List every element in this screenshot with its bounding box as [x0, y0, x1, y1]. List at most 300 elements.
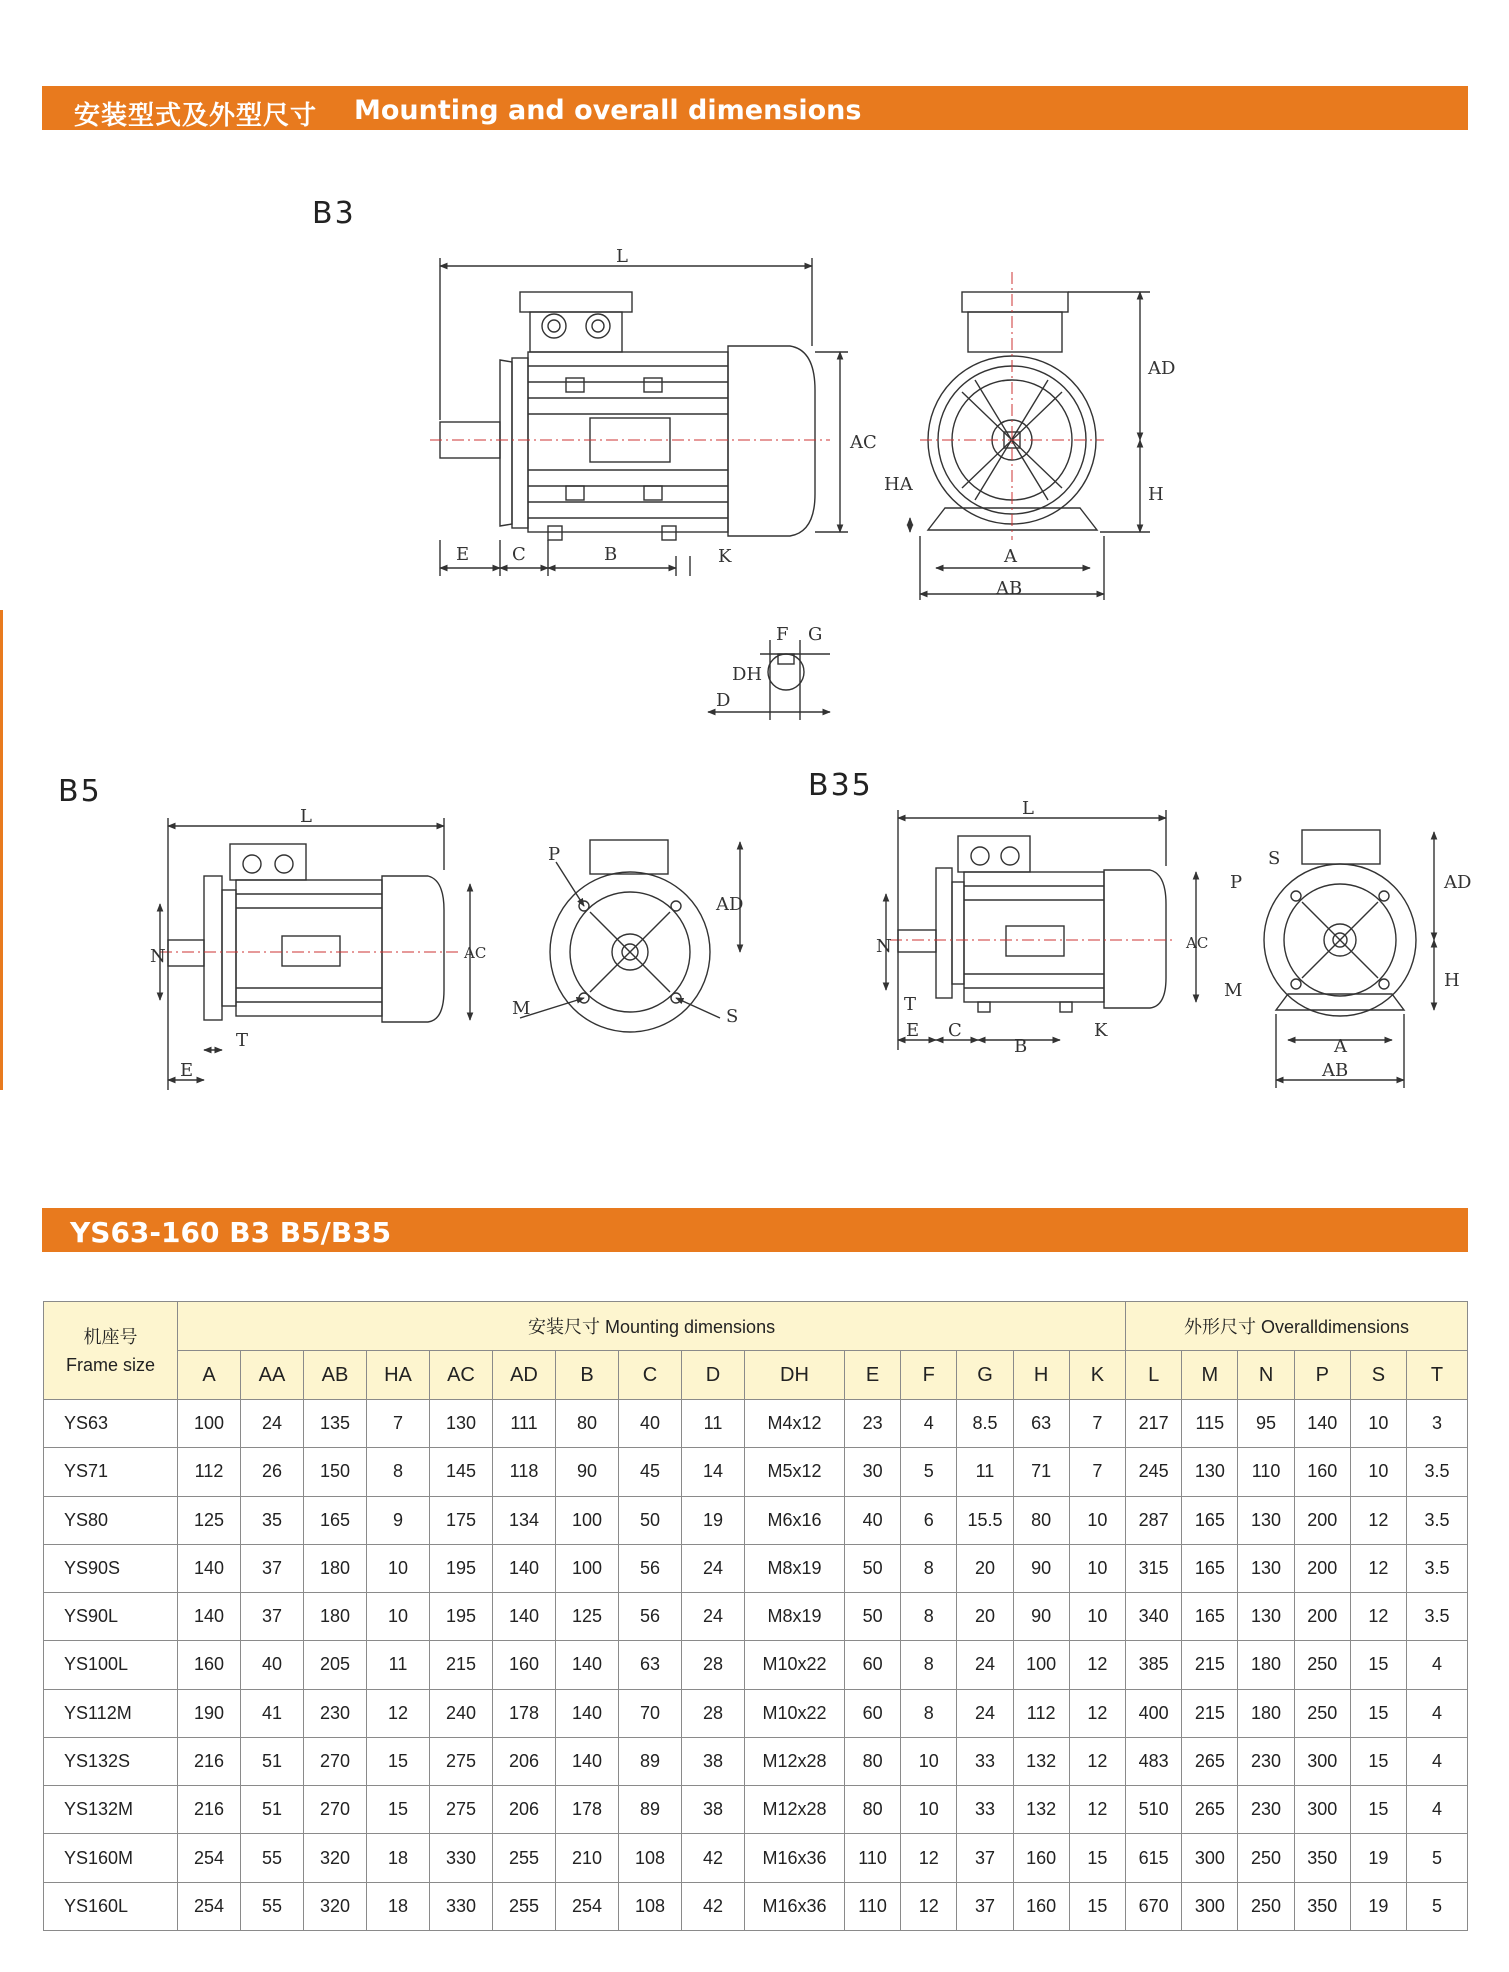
table-cell: 89	[619, 1737, 682, 1785]
table-cell: 135	[304, 1400, 367, 1448]
b5-dim-AC: AC	[464, 944, 487, 962]
table-cell: 510	[1126, 1786, 1182, 1834]
table-cell: 12	[1350, 1496, 1406, 1544]
table-cell: 10	[901, 1737, 957, 1785]
table-cell: 125	[556, 1593, 619, 1641]
dimension-labels	[150, 246, 1471, 1081]
table-cell: 33	[957, 1737, 1013, 1785]
column-header: N	[1238, 1351, 1294, 1400]
table-cell: 300	[1294, 1737, 1350, 1785]
b35-dim-S: S	[1268, 848, 1281, 869]
mounting-dimensions-header: 安装尺寸 Mounting dimensions	[178, 1302, 1126, 1351]
frame-size-cell: YS71	[44, 1448, 178, 1496]
table-cell: 216	[178, 1786, 241, 1834]
table-cell: 15	[1350, 1786, 1406, 1834]
table-cell: 165	[1182, 1593, 1238, 1641]
table-cell: 20	[957, 1544, 1013, 1592]
column-header: K	[1069, 1351, 1125, 1400]
table-cell: 7	[1069, 1400, 1125, 1448]
b35-front-view	[1264, 830, 1434, 1088]
table-row	[44, 1593, 1468, 1641]
table-cell: 140	[556, 1737, 619, 1785]
table-cell: 42	[682, 1834, 745, 1882]
shaft-dim-G: G	[808, 624, 823, 645]
b3-dim-HA: HA	[884, 474, 913, 495]
table-cell: 125	[178, 1496, 241, 1544]
column-header: T	[1407, 1351, 1468, 1400]
table-cell: 300	[1294, 1786, 1350, 1834]
table-cell: 12	[1069, 1786, 1125, 1834]
table-cell: 18	[367, 1834, 430, 1882]
b5-side-view	[160, 818, 470, 1090]
view-label-b3: B3	[312, 196, 356, 231]
table-cell: 55	[241, 1882, 304, 1930]
frame-size-cell: YS90S	[44, 1544, 178, 1592]
table-cell: 140	[556, 1689, 619, 1737]
table-cell: 7	[1069, 1448, 1125, 1496]
table-cell: 110	[1238, 1448, 1294, 1496]
table-cell: 37	[241, 1544, 304, 1592]
b35-dim-P: P	[1230, 872, 1243, 893]
table-cell: 50	[619, 1496, 682, 1544]
table-cell: 45	[619, 1448, 682, 1496]
table-cell: M8x19	[745, 1544, 845, 1592]
table-cell: 140	[178, 1544, 241, 1592]
table-cell: 4	[1407, 1641, 1468, 1689]
table-cell: 100	[1013, 1641, 1069, 1689]
table-cell: 15	[1350, 1641, 1406, 1689]
column-header-row	[44, 1351, 1468, 1400]
table-cell: 140	[556, 1641, 619, 1689]
table-cell: 12	[1069, 1641, 1125, 1689]
table-cell: 340	[1126, 1593, 1182, 1641]
table-cell: 11	[682, 1400, 745, 1448]
table-cell: 265	[1182, 1786, 1238, 1834]
table-banner-title: YS63-160 B3 B5/B35	[70, 1216, 392, 1249]
column-header: AA	[241, 1351, 304, 1400]
table-cell: 60	[845, 1689, 901, 1737]
table-cell: 4	[901, 1400, 957, 1448]
table-cell: 215	[1182, 1641, 1238, 1689]
table-cell: 37	[957, 1834, 1013, 1882]
table-row	[44, 1496, 1468, 1544]
table-cell: 10	[1350, 1448, 1406, 1496]
column-header: G	[957, 1351, 1013, 1400]
table-cell: 140	[178, 1593, 241, 1641]
table-cell: 12	[1350, 1544, 1406, 1592]
b35-dim-E: E	[906, 1020, 920, 1041]
table-cell: 215	[430, 1641, 493, 1689]
table-cell: 20	[957, 1593, 1013, 1641]
table-cell: 215	[1182, 1689, 1238, 1737]
b3-dim-L: L	[616, 246, 628, 267]
column-header: H	[1013, 1351, 1069, 1400]
column-header: P	[1294, 1351, 1350, 1400]
table-cell: 670	[1126, 1882, 1182, 1930]
table-cell: 140	[493, 1544, 556, 1592]
table-cell: 110	[845, 1834, 901, 1882]
table-cell: 200	[1294, 1544, 1350, 1592]
table-cell: 160	[1013, 1882, 1069, 1930]
b3-front-view	[910, 272, 1150, 600]
table-cell: 40	[241, 1641, 304, 1689]
table-cell: 42	[682, 1882, 745, 1930]
frame-size-cell: YS132M	[44, 1786, 178, 1834]
b35-dim-T: T	[904, 994, 917, 1015]
table-cell: 40	[619, 1400, 682, 1448]
table-cell: 140	[493, 1593, 556, 1641]
table-cell: 250	[1294, 1641, 1350, 1689]
table-cell: 12	[901, 1882, 957, 1930]
table-cell: 200	[1294, 1593, 1350, 1641]
table-cell: 210	[556, 1834, 619, 1882]
table-cell: 50	[845, 1544, 901, 1592]
b35-dim-L: L	[1022, 798, 1034, 819]
table-cell: 254	[178, 1834, 241, 1882]
b5-dim-AD: AD	[716, 894, 744, 915]
table-cell: 400	[1126, 1689, 1182, 1737]
table-cell: 90	[556, 1448, 619, 1496]
table-cell: 195	[430, 1544, 493, 1592]
table-cell: 24	[682, 1544, 745, 1592]
table-cell: 38	[682, 1786, 745, 1834]
table-cell: 130	[1238, 1544, 1294, 1592]
column-header: AB	[304, 1351, 367, 1400]
table-cell: 19	[682, 1496, 745, 1544]
table-cell: 24	[241, 1400, 304, 1448]
table-cell: 100	[556, 1496, 619, 1544]
table-cell: 275	[430, 1737, 493, 1785]
table-cell: 254	[178, 1882, 241, 1930]
table-cell: 24	[957, 1641, 1013, 1689]
table-cell: 80	[1013, 1496, 1069, 1544]
table-row	[44, 1882, 1468, 1930]
frame-size-cell: YS63	[44, 1400, 178, 1448]
table-cell: 216	[178, 1737, 241, 1785]
banner-title-cn: 安装型式及外型尺寸	[74, 101, 318, 131]
table-cell: 4	[1407, 1786, 1468, 1834]
table-cell: 4	[1407, 1689, 1468, 1737]
table-cell: 118	[493, 1448, 556, 1496]
table-cell: 10	[367, 1544, 430, 1592]
table-cell: 8	[367, 1448, 430, 1496]
b5-dim-S: S	[726, 1006, 739, 1027]
frame-size-header-en: Frame size	[65, 1354, 155, 1375]
table-cell: 300	[1182, 1882, 1238, 1930]
table-cell: 10	[1069, 1544, 1125, 1592]
table-cell: 80	[845, 1786, 901, 1834]
table-cell: 5	[901, 1448, 957, 1496]
table-cell: 190	[178, 1689, 241, 1737]
column-header: S	[1350, 1351, 1406, 1400]
table-cell: 11	[957, 1448, 1013, 1496]
table-cell: 195	[430, 1593, 493, 1641]
table-cell: 112	[1013, 1689, 1069, 1737]
table-cell: 3.5	[1407, 1496, 1468, 1544]
table-cell: 95	[1238, 1400, 1294, 1448]
table-cell: 15	[1069, 1834, 1125, 1882]
table-cell: 287	[1126, 1496, 1182, 1544]
table-cell: 3.5	[1407, 1544, 1468, 1592]
table-cell: 165	[304, 1496, 367, 1544]
table-cell: 180	[1238, 1641, 1294, 1689]
column-header: D	[682, 1351, 745, 1400]
table-cell: 180	[304, 1593, 367, 1641]
frame-size-cell: YS160L	[44, 1882, 178, 1930]
table-cell: 165	[1182, 1496, 1238, 1544]
table-cell: M4x12	[745, 1400, 845, 1448]
table-cell: 110	[845, 1882, 901, 1930]
table-cell: 11	[367, 1641, 430, 1689]
table-cell: 330	[430, 1834, 493, 1882]
column-header: DH	[745, 1351, 845, 1400]
frame-size-cell: YS132S	[44, 1737, 178, 1785]
column-header: AD	[493, 1351, 556, 1400]
b3-dim-AD: AD	[1148, 358, 1176, 379]
b35-side-view	[886, 810, 1196, 1050]
b3-dim-C: C	[512, 544, 526, 565]
table-cell: 51	[241, 1737, 304, 1785]
b5-front-view	[520, 840, 740, 1032]
frame-size-cell: YS160M	[44, 1834, 178, 1882]
table-cell: 55	[241, 1834, 304, 1882]
table-cell: 330	[430, 1882, 493, 1930]
table-cell: 37	[241, 1593, 304, 1641]
column-header: M	[1182, 1351, 1238, 1400]
table-cell: 15	[367, 1786, 430, 1834]
table-cell: 240	[430, 1689, 493, 1737]
table-cell: 180	[1238, 1689, 1294, 1737]
b35-dim-AB: AB	[1322, 1060, 1349, 1081]
table-cell: 206	[493, 1786, 556, 1834]
b3-dim-AB: AB	[996, 578, 1023, 599]
table-cell: 230	[1238, 1786, 1294, 1834]
table-cell: 160	[178, 1641, 241, 1689]
table-cell: 80	[845, 1737, 901, 1785]
table-cell: 200	[1294, 1496, 1350, 1544]
frame-size-cell: YS90L	[44, 1593, 178, 1641]
table-cell: 320	[304, 1834, 367, 1882]
table-cell: 100	[178, 1400, 241, 1448]
table-row	[44, 1834, 1468, 1882]
table-cell: 140	[1294, 1400, 1350, 1448]
table-cell: 8	[901, 1593, 957, 1641]
table-cell: 26	[241, 1448, 304, 1496]
table-cell: 255	[493, 1882, 556, 1930]
table-cell: 130	[430, 1400, 493, 1448]
column-header: C	[619, 1351, 682, 1400]
column-header: F	[901, 1351, 957, 1400]
table-cell: 8	[901, 1544, 957, 1592]
table-cell: 3	[1407, 1400, 1468, 1448]
table-cell: 41	[241, 1689, 304, 1737]
table-cell: 14	[682, 1448, 745, 1496]
table-cell: 165	[1182, 1544, 1238, 1592]
table-cell: 255	[493, 1834, 556, 1882]
table-cell: 150	[304, 1448, 367, 1496]
b5-dim-T: T	[236, 1030, 249, 1051]
table-cell: M6x16	[745, 1496, 845, 1544]
b35-dim-H: H	[1444, 970, 1460, 991]
view-label-b5: B5	[58, 774, 102, 809]
table-cell: M8x19	[745, 1593, 845, 1641]
table-cell: 270	[304, 1737, 367, 1785]
table-cell: M5x12	[745, 1448, 845, 1496]
table-cell: 111	[493, 1400, 556, 1448]
table-cell: 12	[901, 1834, 957, 1882]
table-cell: 10	[1069, 1593, 1125, 1641]
view-label-b35: B35	[808, 768, 873, 803]
table-cell: M10x22	[745, 1641, 845, 1689]
table-row	[44, 1448, 1468, 1496]
table-cell: 130	[1238, 1496, 1294, 1544]
table-cell: 230	[304, 1689, 367, 1737]
table-cell: M16x36	[745, 1834, 845, 1882]
table-cell: 19	[1350, 1882, 1406, 1930]
table-cell: 70	[619, 1689, 682, 1737]
b35-dim-C: C	[948, 1020, 962, 1041]
table-row	[44, 1737, 1468, 1785]
table-cell: 89	[619, 1786, 682, 1834]
overall-dimensions-header: 外形尺寸 Overalldimensions	[1126, 1302, 1468, 1351]
table-cell: 56	[619, 1593, 682, 1641]
b35-dim-K: K	[1094, 1020, 1108, 1041]
table-cell: M16x36	[745, 1882, 845, 1930]
table-cell: 270	[304, 1786, 367, 1834]
b5-dim-M: M	[512, 998, 531, 1019]
b5-dim-L: L	[300, 806, 312, 827]
table-cell: 178	[493, 1689, 556, 1737]
table-cell: 15	[367, 1737, 430, 1785]
b3-dim-AC: AC	[850, 432, 877, 453]
table-cell: 160	[1294, 1448, 1350, 1496]
b35-dim-M: M	[1224, 980, 1243, 1001]
table-cell: 8	[901, 1641, 957, 1689]
table-cell: 112	[178, 1448, 241, 1496]
table-cell: 19	[1350, 1834, 1406, 1882]
table-cell: 10	[1069, 1496, 1125, 1544]
table-cell: 10	[901, 1786, 957, 1834]
b3-dim-A: A	[1004, 546, 1017, 567]
table-cell: 51	[241, 1786, 304, 1834]
b3-dim-E: E	[456, 544, 470, 565]
table-cell: 15.5	[957, 1496, 1013, 1544]
table-cell: 250	[1238, 1882, 1294, 1930]
table-cell: 275	[430, 1786, 493, 1834]
table-cell: 24	[682, 1593, 745, 1641]
table-cell: 23	[845, 1400, 901, 1448]
table-cell: 132	[1013, 1737, 1069, 1785]
frame-size-cell: YS80	[44, 1496, 178, 1544]
table-cell: 250	[1238, 1834, 1294, 1882]
b3-side-view	[430, 258, 848, 576]
table-row	[44, 1641, 1468, 1689]
table-cell: 615	[1126, 1834, 1182, 1882]
table-cell: 60	[845, 1641, 901, 1689]
b35-dim-B: B	[1014, 1036, 1028, 1057]
table-cell: 350	[1294, 1834, 1350, 1882]
shaft-dim-F: F	[776, 624, 789, 645]
table-row	[44, 1544, 1468, 1592]
table-cell: 63	[619, 1641, 682, 1689]
b3-dim-B: B	[604, 544, 618, 565]
table-row	[44, 1400, 1468, 1448]
b5-dim-P: P	[548, 844, 561, 865]
table-cell: 180	[304, 1544, 367, 1592]
table-cell: 230	[1238, 1737, 1294, 1785]
table-cell: 100	[556, 1544, 619, 1592]
table-cell: 18	[367, 1882, 430, 1930]
column-header: E	[845, 1351, 901, 1400]
table-body	[44, 1400, 1468, 1931]
table-cell: 7	[367, 1400, 430, 1448]
table-cell: 9	[367, 1496, 430, 1544]
b35-dim-AD: AD	[1444, 872, 1472, 893]
frame-size-cell: YS112M	[44, 1689, 178, 1737]
b5-dim-E: E	[180, 1060, 194, 1081]
table-cell: 134	[493, 1496, 556, 1544]
section-banner-table	[42, 1208, 1468, 1252]
table-cell: 37	[957, 1882, 1013, 1930]
table-cell: 250	[1294, 1689, 1350, 1737]
dimension-table	[43, 1301, 1468, 1931]
table-cell: 300	[1182, 1834, 1238, 1882]
table-cell: 160	[1013, 1834, 1069, 1882]
frame-size-cell: YS100L	[44, 1641, 178, 1689]
column-header: B	[556, 1351, 619, 1400]
table-row	[44, 1786, 1468, 1834]
table-cell: 15	[1350, 1737, 1406, 1785]
table-cell: 130	[1238, 1593, 1294, 1641]
table-cell: 5	[1407, 1834, 1468, 1882]
table-cell: 24	[957, 1689, 1013, 1737]
frame-size-header	[44, 1302, 178, 1400]
table-cell: 38	[682, 1737, 745, 1785]
table-cell: 90	[1013, 1544, 1069, 1592]
table-cell: 33	[957, 1786, 1013, 1834]
shaft-dim-D: D	[716, 690, 731, 711]
b3-dim-K: K	[718, 546, 732, 567]
table-cell: 175	[430, 1496, 493, 1544]
table-cell: 205	[304, 1641, 367, 1689]
table-cell: 56	[619, 1544, 682, 1592]
table-cell: 30	[845, 1448, 901, 1496]
b3-dim-H: H	[1148, 484, 1164, 505]
column-header: A	[178, 1351, 241, 1400]
table-cell: 385	[1126, 1641, 1182, 1689]
table-row	[44, 1689, 1468, 1737]
table-cell: 10	[367, 1593, 430, 1641]
table-cell: 178	[556, 1786, 619, 1834]
table-cell: 50	[845, 1593, 901, 1641]
table-cell: 8.5	[957, 1400, 1013, 1448]
table-cell: 8	[901, 1689, 957, 1737]
table-cell: 80	[556, 1400, 619, 1448]
table-cell: 132	[1013, 1786, 1069, 1834]
table-cell: 245	[1126, 1448, 1182, 1496]
b5-dim-N: N	[150, 946, 166, 967]
table-cell: 160	[493, 1641, 556, 1689]
table-cell: 4	[1407, 1737, 1468, 1785]
table-cell: 6	[901, 1496, 957, 1544]
table-cell: 71	[1013, 1448, 1069, 1496]
table-cell: 206	[493, 1737, 556, 1785]
table-cell: M12x28	[745, 1786, 845, 1834]
table-cell: 28	[682, 1641, 745, 1689]
table-cell: 35	[241, 1496, 304, 1544]
b35-dim-AC: AC	[1186, 934, 1209, 952]
table-cell: 15	[1350, 1689, 1406, 1737]
